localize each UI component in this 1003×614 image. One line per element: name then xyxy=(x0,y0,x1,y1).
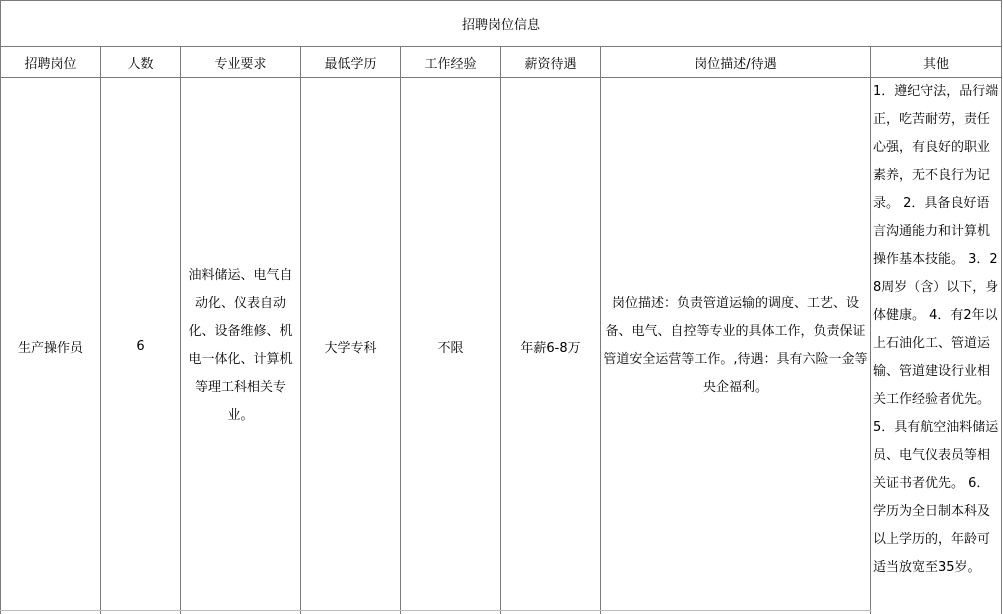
header-major-label: 专业要求 xyxy=(214,56,267,72)
table-title-cell xyxy=(0,0,1002,47)
header-experience-label: 工作经验 xyxy=(424,56,477,72)
table-title: 招聘岗位信息 xyxy=(461,18,540,33)
header-salary-label: 薪资待遇 xyxy=(524,56,577,72)
header-experience xyxy=(401,47,501,78)
education-value: 大学专科 xyxy=(324,340,377,356)
header-major xyxy=(181,47,301,78)
salary-value: 年薪6-8万 xyxy=(520,340,581,356)
count-value: 6 xyxy=(136,338,145,354)
cell-count xyxy=(101,78,181,614)
header-education xyxy=(301,47,401,78)
row-divider xyxy=(0,610,871,611)
cell-position xyxy=(0,78,101,614)
header-count xyxy=(101,47,181,78)
cell-description xyxy=(601,78,871,614)
major-value: 油料储运、电气自动化、仪表自动化、设备维修、机电一体化、计算机等理工科相关专业。 xyxy=(188,268,293,423)
header-description-label: 岗位描述/待遇 xyxy=(694,56,777,72)
header-salary xyxy=(501,47,601,78)
header-other-label: 其他 xyxy=(922,56,949,72)
cell-experience xyxy=(401,78,501,614)
cell-education xyxy=(301,78,401,614)
header-description xyxy=(601,47,871,78)
description-value: 岗位描述：负责管道运输的调度、工艺、设备、电气、自控等专业的具体工作，负责保证管道安全运营等工作。,待遇：具有六险一金等央企福利。 xyxy=(603,296,868,395)
header-position xyxy=(0,47,101,78)
header-other xyxy=(871,47,1002,78)
header-education-label: 最低学历 xyxy=(324,56,377,72)
header-position-label: 招聘岗位 xyxy=(24,56,77,72)
cell-major xyxy=(181,78,301,614)
cell-salary xyxy=(501,78,601,614)
cell-other xyxy=(871,78,1002,614)
header-count-label: 人数 xyxy=(127,56,154,72)
position-value: 生产操作员 xyxy=(17,340,83,356)
other-value: 1．遵纪守法，品行端正，吃苦耐劳，责任心强，有良好的职业素养，无不良行为记录。 2．具备良好语言沟通能力和计算机操作基本技能。 3．28周岁（含）以下，身体健康。 4．有2年以上石油化工、管道运输、管道建设行业相关工作经验者优先。 5．具有航空油料储运员、电气仪表员等相关证书者优先。 6．学历为全日制本科及以上学历的，年龄可适当放宽至35岁。 xyxy=(873,84,999,575)
experience-value: 不限 xyxy=(437,340,464,356)
